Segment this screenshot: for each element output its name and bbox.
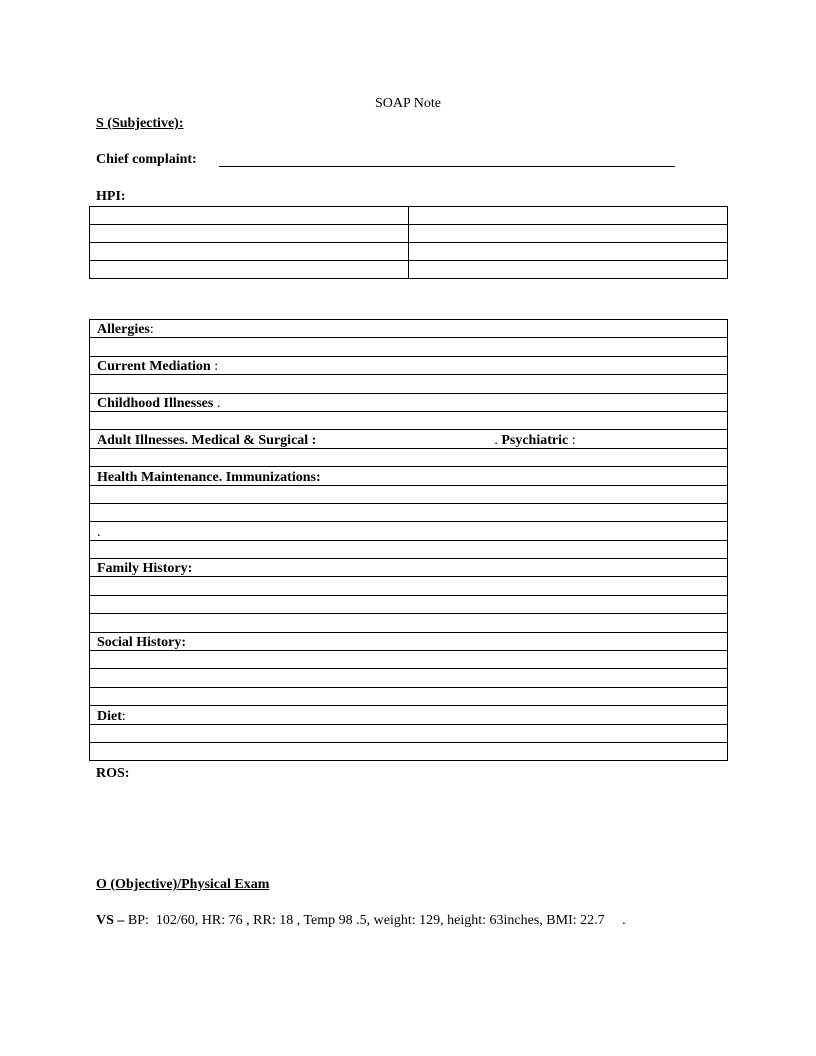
adult-illnesses-row[interactable]: Adult Illnesses. Medical & Surgical : . Psychiatric : — [90, 430, 728, 448]
subjective-heading: S (Subjective): — [96, 116, 184, 131]
table-row — [90, 411, 728, 429]
diet-row[interactable]: Diet: — [90, 706, 728, 724]
table-row — [90, 207, 728, 225]
vs-label: VS – — [96, 913, 128, 928]
hpi-cell[interactable] — [409, 207, 728, 225]
hpi-cell[interactable] — [90, 225, 409, 243]
table-row — [90, 320, 728, 338]
table-row — [90, 651, 728, 669]
table-row — [90, 522, 728, 540]
hpi-table — [89, 206, 728, 279]
social-history-label: Social History: — [97, 635, 187, 651]
table-row — [90, 430, 728, 448]
blank-row[interactable] — [90, 669, 728, 687]
blank-row[interactable] — [90, 411, 728, 429]
table-row — [90, 632, 728, 650]
table-row — [90, 261, 728, 279]
page-title: SOAP Note — [375, 96, 441, 111]
table-row — [90, 375, 728, 393]
blank-row[interactable] — [90, 540, 728, 558]
table-row — [90, 724, 728, 742]
table-row — [90, 669, 728, 687]
blank-row[interactable] — [90, 614, 728, 632]
current-medication-label: Current Mediation — [97, 359, 211, 375]
table-row — [90, 467, 728, 485]
blank-row[interactable] — [90, 687, 728, 705]
chief-complaint-field[interactable] — [219, 166, 675, 167]
table-row — [90, 595, 728, 613]
table-row — [90, 225, 728, 243]
health-maintenance-label: Health Maintenance. Immunizations: — [97, 469, 321, 485]
hpi-cell[interactable] — [90, 243, 409, 261]
childhood-illnesses-row[interactable]: Childhood Illnesses . — [90, 393, 728, 411]
table-row — [90, 448, 728, 466]
psychiatric-label: Psychiatric — [501, 432, 569, 448]
blank-row[interactable] — [90, 375, 728, 393]
ros-label: ROS: — [96, 766, 130, 781]
blank-row[interactable] — [90, 651, 728, 669]
blank-row[interactable] — [90, 595, 728, 613]
vital-signs-line — [96, 914, 626, 928]
current-medication-row[interactable]: Current Mediation : — [90, 356, 728, 374]
childhood-illnesses-label: Childhood Illnesses — [97, 395, 214, 411]
table-row — [90, 577, 728, 595]
blank-row[interactable] — [90, 742, 728, 760]
health-maintenance-row[interactable] — [90, 467, 728, 485]
table-row — [90, 243, 728, 261]
table-row — [90, 742, 728, 760]
table-row — [90, 393, 728, 411]
table-row — [90, 485, 728, 503]
history-table — [89, 319, 728, 761]
table-row — [90, 614, 728, 632]
vs-values: BP: 102/60, HR: 76 , RR: 18 , Temp 98 .5, weight: 129, height: 63inches, BMI: 22.7 . — [127, 913, 626, 928]
diet-label: Diet — [97, 708, 122, 724]
allergies-row[interactable]: Allergies: — [90, 320, 728, 338]
dot-row[interactable]: . — [90, 522, 728, 540]
family-history-row[interactable] — [90, 559, 728, 577]
blank-row[interactable] — [90, 485, 728, 503]
hpi-cell[interactable] — [409, 243, 728, 261]
family-history-label: Family History: — [97, 561, 193, 577]
table-row — [90, 687, 728, 705]
blank-row[interactable] — [90, 577, 728, 595]
social-history-row[interactable] — [90, 632, 728, 650]
table-row — [90, 559, 728, 577]
table-row — [90, 706, 728, 724]
allergies-label: Allergies — [97, 322, 150, 338]
hpi-cell[interactable] — [90, 207, 409, 225]
hpi-cell[interactable] — [409, 225, 728, 243]
hpi-cell[interactable] — [409, 261, 728, 279]
blank-row[interactable] — [90, 448, 728, 466]
hpi-label: HPI: — [96, 189, 126, 204]
table-row — [90, 356, 728, 374]
objective-heading: O (Objective)/Physical Exam — [96, 877, 270, 892]
table-row — [90, 540, 728, 558]
blank-row[interactable] — [90, 503, 728, 521]
adult-illnesses-label: Adult Illnesses. Medical & Surgical : — [97, 432, 317, 448]
table-row — [90, 338, 728, 356]
hpi-cell[interactable] — [90, 261, 409, 279]
table-row — [90, 503, 728, 521]
blank-row[interactable] — [90, 338, 728, 356]
blank-row[interactable] — [90, 724, 728, 742]
chief-complaint-label: Chief complaint: — [96, 152, 197, 167]
